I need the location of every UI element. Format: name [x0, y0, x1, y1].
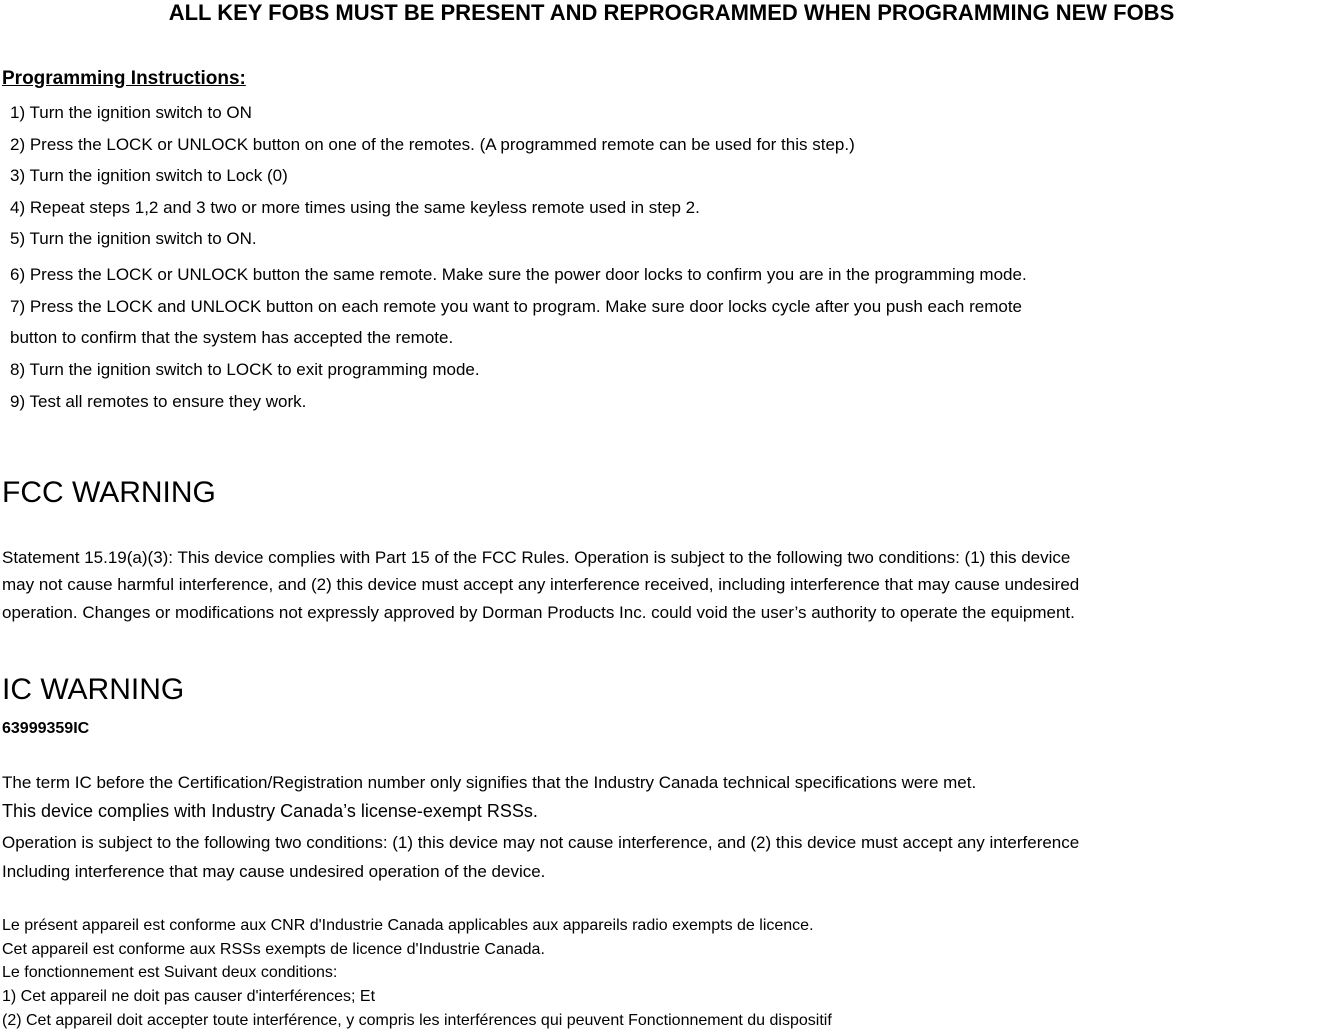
ic-line-3: Operation is subject to the following two conditions: (1) this device may not cause interference, and (2) this device must accept any interference — [2, 833, 1080, 852]
step-4: 4) Repeat steps 1,2 and 3 two or more times using the same keyless remote used in step 2. — [10, 198, 700, 217]
french-line-4: 1) Cet appareil ne doit pas causer d'interférences; Et — [2, 988, 376, 1005]
ic-heading: IC WARNING — [2, 673, 185, 706]
step-7: 7) Press the LOCK and UNLOCK button on each remote you want to program. Make sure door locks cycle after you push each remote — [10, 297, 1022, 316]
fcc-line-1: Statement 15.19(a)(3): This device complies with Part 15 of the FCC Rules. Operation is subject to the following two conditions: (1) this device — [2, 548, 1071, 567]
ic-line-4: Including interference that may cause undesired operation of the device. — [2, 862, 546, 881]
step-9: 9) Test all remotes to ensure they work. — [10, 392, 307, 411]
fcc-heading: FCC WARNING — [2, 476, 216, 509]
step-7-continued: button to confirm that the system has accepted the remote. — [10, 328, 454, 347]
french-line-2: Cet appareil est conforme aux RSSs exempts de licence d'Industrie Canada. — [2, 941, 545, 958]
french-line-1: Le présent appareil est conforme aux CNR d'Industrie Canada applicables aux appareils radio exempts de licence. — [2, 917, 814, 934]
step-8: 8) Turn the ignition switch to LOCK to exit programming mode. — [10, 360, 480, 379]
step-1: 1) Turn the ignition switch to ON — [10, 103, 252, 122]
document-title: ALL KEY FOBS MUST BE PRESENT AND REPROGRAMMED WHEN PROGRAMMING NEW FOBS — [168, 0, 1175, 25]
ic-line-1: The term IC before the Certification/Registration number only signifies that the Industry Canada technical specifications were met. — [2, 773, 977, 792]
programming-heading: Programming Instructions: — [2, 68, 246, 89]
french-line-3: Le fonctionnement est Suivant deux conditions: — [2, 964, 338, 981]
ic-number: 63999359IC — [2, 720, 90, 737]
step-6: 6) Press the LOCK or UNLOCK button the same remote. Make sure the power door locks to confirm you are in the programming mode. — [10, 265, 1027, 284]
step-5: 5) Turn the ignition switch to ON. — [10, 229, 257, 248]
fcc-line-3: operation. Changes or modifications not expressly approved by Dorman Products Inc. could void the user’s authority to operate the equipment. — [2, 603, 1075, 622]
step-3: 3) Turn the ignition switch to Lock (0) — [10, 166, 288, 185]
fcc-line-2: may not cause harmful interference, and (2) this device must accept any interference received, including interference that may cause undesired — [2, 575, 1080, 594]
ic-line-2: This device complies with Industry Canada’s license-exempt RSSs. — [2, 801, 538, 821]
step-2: 2) Press the LOCK or UNLOCK button on one of the remotes. (A programmed remote can be used for this step.) — [10, 135, 855, 154]
french-line-5: (2) Cet appareil doit accepter toute interférence, y compris les interférences qui peuvent Fonctionnement du dispositif — [2, 1012, 832, 1029]
